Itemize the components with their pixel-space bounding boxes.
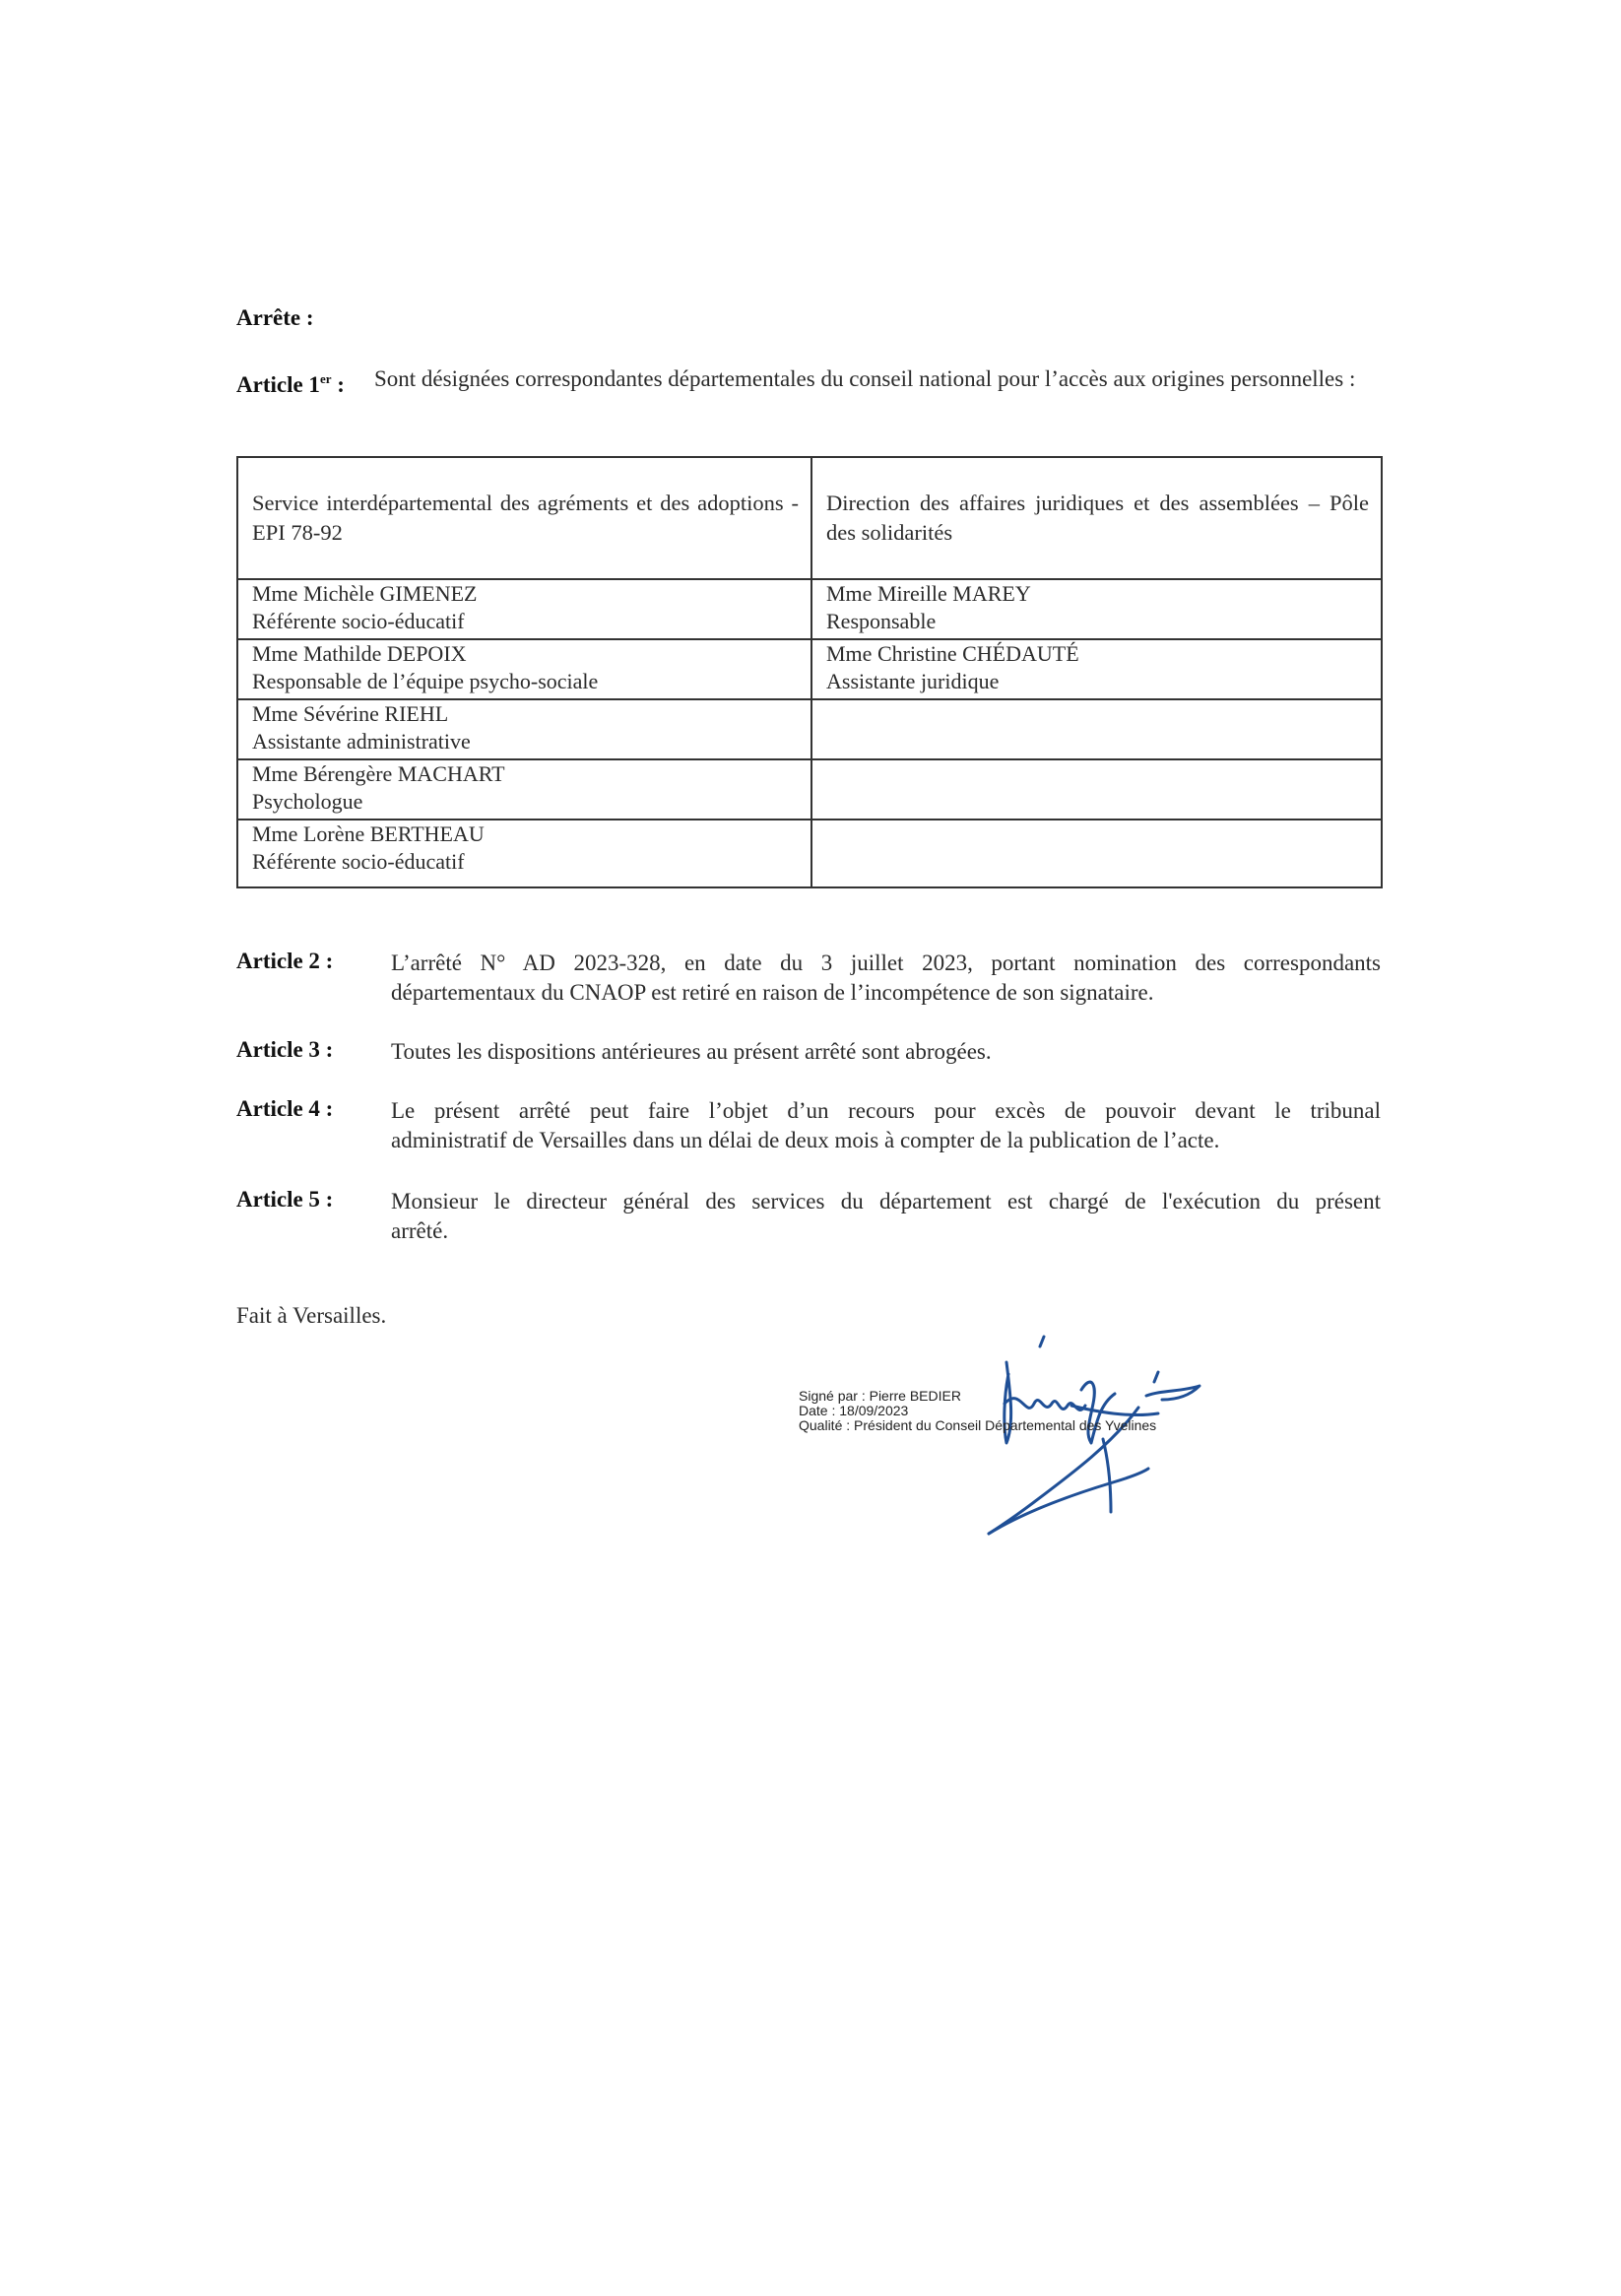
signer-quality: Qualité : Président du Conseil Départemental des Yvelines <box>799 1417 1157 1433</box>
article-1-label-colon: : <box>331 372 345 397</box>
article-line: administratif de Versailles dans un délai de deux mois à compter de la publication de l’acte. <box>391 1128 1220 1152</box>
article-3-label: Article 3 : <box>236 1037 334 1062</box>
article-1-text: Sont désignées correspondantes départementales du conseil national pour l’accès aux origines personnelles : <box>374 366 1356 391</box>
table-header-right-text: Direction des affaires juridiques et des assemblées – Pôle des solidarités <box>826 491 1369 545</box>
correspondents-table <box>236 456 1383 888</box>
person-role: Référente socio-éducatif <box>252 609 465 633</box>
table-header-left-text: Service interdépartemental des agréments et des adoptions - EPI 78-92 <box>252 491 799 545</box>
electronic-signature-info <box>799 1389 1156 1433</box>
person-role: Assistante juridique <box>826 669 1000 693</box>
table-row <box>812 760 1381 820</box>
table-header-right <box>812 458 1381 580</box>
article-4-label: Article 4 : <box>236 1096 334 1121</box>
table-row <box>812 580 1381 640</box>
person-role: Référente socio-éducatif <box>252 849 465 874</box>
person-name: Mme Christine CHÉDAUTÉ <box>826 641 1079 666</box>
article-line: L’arrêté N° AD 2023-328, en date du 3 juillet 2023, portant nomination des correspondants <box>391 951 1381 975</box>
table-header-left <box>238 458 810 580</box>
article-line: Le présent arrêté peut faire l’objet d’un recours pour excès de pouvoir devant le tribunal <box>391 1098 1381 1123</box>
article-line: Monsieur le directeur général des services du département est chargé de l'exécution du présent <box>391 1189 1381 1214</box>
table-row <box>238 640 810 700</box>
table-column-left <box>238 458 812 886</box>
article-2-label: Article 2 : <box>236 949 334 973</box>
article-3-text <box>391 1037 1381 1067</box>
person-role: Responsable de l’équipe psycho-sociale <box>252 669 599 693</box>
person-name: Mme Mireille MAREY <box>826 581 1031 606</box>
article-line: Toutes les dispositions antérieures au présent arrêté sont abrogées. <box>391 1039 992 1064</box>
table-row <box>238 580 810 640</box>
table-row <box>238 700 810 760</box>
article-5-label: Article 5 : <box>236 1187 334 1212</box>
person-role: Psychologue <box>252 789 363 814</box>
person-name: Mme Mathilde DEPOIX <box>252 641 467 666</box>
person-name: Mme Bérengère MACHART <box>252 761 505 786</box>
signature-date: Date : 18/09/2023 <box>799 1403 909 1418</box>
person-role: Assistante administrative <box>252 729 471 754</box>
article-1-label-text: Article 1 <box>236 372 320 397</box>
signed-by: Signé par : Pierre BEDIER <box>799 1388 961 1404</box>
person-role: Responsable <box>826 609 937 633</box>
article-5-text <box>391 1187 1381 1246</box>
person-name: Mme Sévérine RIEHL <box>252 701 449 726</box>
handwritten-signature <box>965 1325 1241 1551</box>
article-2-text <box>391 949 1381 1008</box>
decree-heading: Arrête : <box>236 305 314 330</box>
table-row <box>812 700 1381 760</box>
person-name: Mme Lorène BERTHEAU <box>252 821 485 846</box>
article-line: départementaux du CNAOP est retiré en raison de l’incompétence de son signataire. <box>391 980 1154 1005</box>
closing-place: Fait à Versailles. <box>236 1303 387 1328</box>
table-row <box>812 820 1381 881</box>
article-4-text <box>391 1096 1381 1155</box>
table-row <box>238 820 810 881</box>
article-line: arrêté. <box>391 1218 449 1243</box>
table-row <box>812 640 1381 700</box>
table-column-right <box>812 458 1381 886</box>
article-1-label-sup: er <box>319 371 332 386</box>
table-row <box>238 760 810 820</box>
person-name: Mme Michèle GIMENEZ <box>252 581 478 606</box>
article-1-label <box>236 364 345 400</box>
